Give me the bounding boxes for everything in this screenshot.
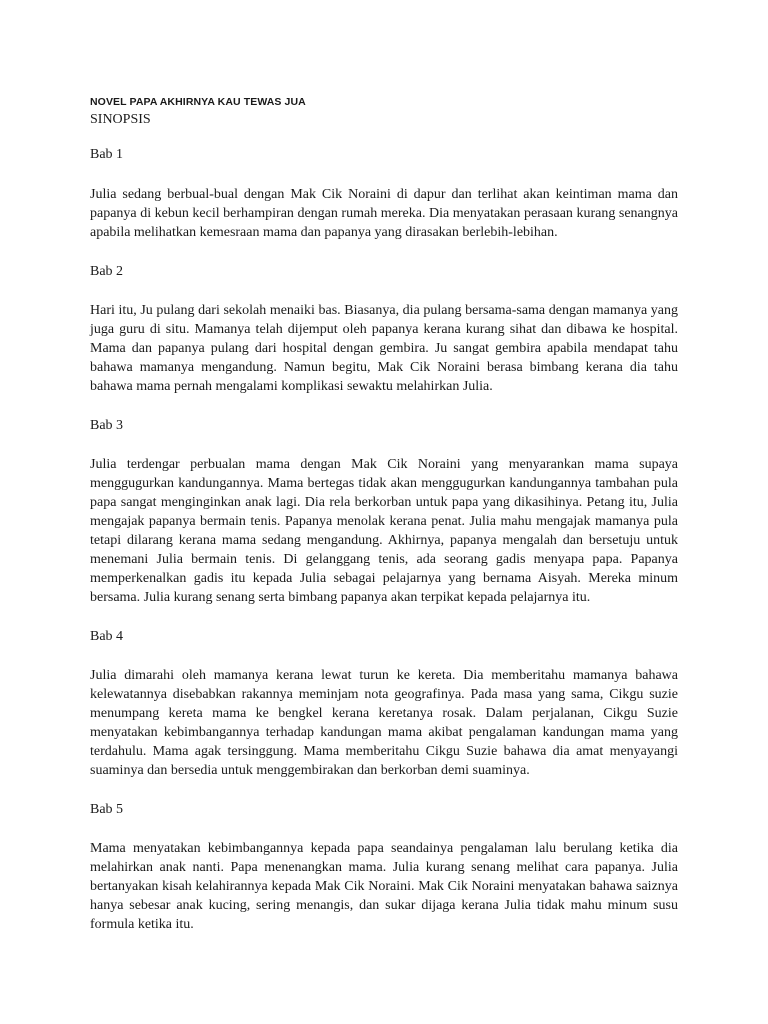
chapter-heading: Bab 2 [90,264,124,279]
chapter-heading: Bab 3 [90,418,124,433]
chapter-bab-1 [90,145,678,242]
chapter-bab-5 [90,800,678,934]
document-page [90,95,678,934]
chapter-bab-3 [90,416,678,607]
chapter-paragraph: Mama menyatakan kebimbangannya kepada papa seandainya pengalaman lalu berulang ketika dia melahirkan anak nanti. Papa menenangkan mama. Julia kurang senang melihat cara papanya. Julia bertanyakan kisah kelahirannya kepada Mak Cik Noraini. Mak Cik Noraini menyatakan bahawa saiznya hanya sebesar anak kucing, sering menangis, dan sukar dijaga kerana Julia tidak mahu minum susu formula ketika itu. [90,841,678,932]
chapter-paragraph: Hari itu, Ju pulang dari sekolah menaiki bas. Biasanya, dia pulang bersama-sama dengan mamanya yang juga guru di situ. Mamanya telah dijemput oleh papanya kerana kurang sihat dan dibawa ke hospital. Mama dan papanya pulang dari hospital dengan gembira. Ju sangat gembira apabila mendapat tahu bahawa mamanya mengandung. Namun begitu, Mak Cik Noraini berasa bimbang kerana dia tahu bahawa mama pernah mengalami komplikasi sewaktu melahirkan Julia. [90,303,678,394]
chapter-heading: Bab 5 [90,802,124,817]
chapter-bab-2 [90,262,678,396]
chapter-heading: Bab 4 [90,629,124,644]
chapter-bab-4 [90,627,678,780]
document-title: NOVEL PAPA AKHIRNYA KAU TEWAS JUA [90,96,306,108]
chapter-paragraph: Julia sedang berbual-bual dengan Mak Cik Noraini di dapur dan terlihat akan keintiman mama dan papanya di kebun kecil berhampiran dengan rumah mereka. Dia menyatakan perasaan kurang senangnya apabila melihatkan kemesraan mama dan papanya yang dirasakan berlebih-lebihan. [90,187,678,240]
chapter-paragraph: Julia terdengar perbualan mama dengan Mak Cik Noraini yang menyarankan mama supaya menggugurkan kandungannya. Mama bertegas tidak akan menggugurkan kandungannya tambahan pula papa sangat menginginkan anak lagi. Dia rela berkorban untuk papa yang dikasihinya. Petang itu, Julia mengajak papanya bermain tenis. Papanya menolak kerana penat. Julia mahu mengajak mamanya pula tetapi dilarang kerana mama sedang mengandung. Akhirnya, papanya mengalah dan bersetuju untuk menemani Julia bermain tenis. Di gelanggang tenis, ada seorang gadis menyapa papa. Papanya memperkenalkan gadis itu kepada Julia sebagai pelajarnya yang bernama Aisyah. Mereka minum bersama. Julia kurang senang serta bimbang papanya akan terpikat kepada pelajarnya itu. [90,457,678,605]
chapter-heading: Bab 1 [90,147,124,162]
chapter-paragraph: Julia dimarahi oleh mamanya kerana lewat turun ke kereta. Dia memberitahu mamanya bahawa kelewatannya disebabkan rakannya meminjam nota geografinya. Pada masa yang sama, Cikgu suzie menumpang kereta mama ke bengkel kerana keretanya rosak. Dalam perjalanan, Cikgu Suzie menyatakan kebimbangannya terhadap kandungan mama akibat pengalaman kandungan mama yang terdahulu. Mama agak tersinggung. Mama memberitahu Cikgu Suzie bahawa dia amat menyayangi suaminya dan bersedia untuk menggembirakan dan berkorban demi suaminya. [90,668,678,778]
document-subtitle: SINOPSIS [90,112,151,127]
